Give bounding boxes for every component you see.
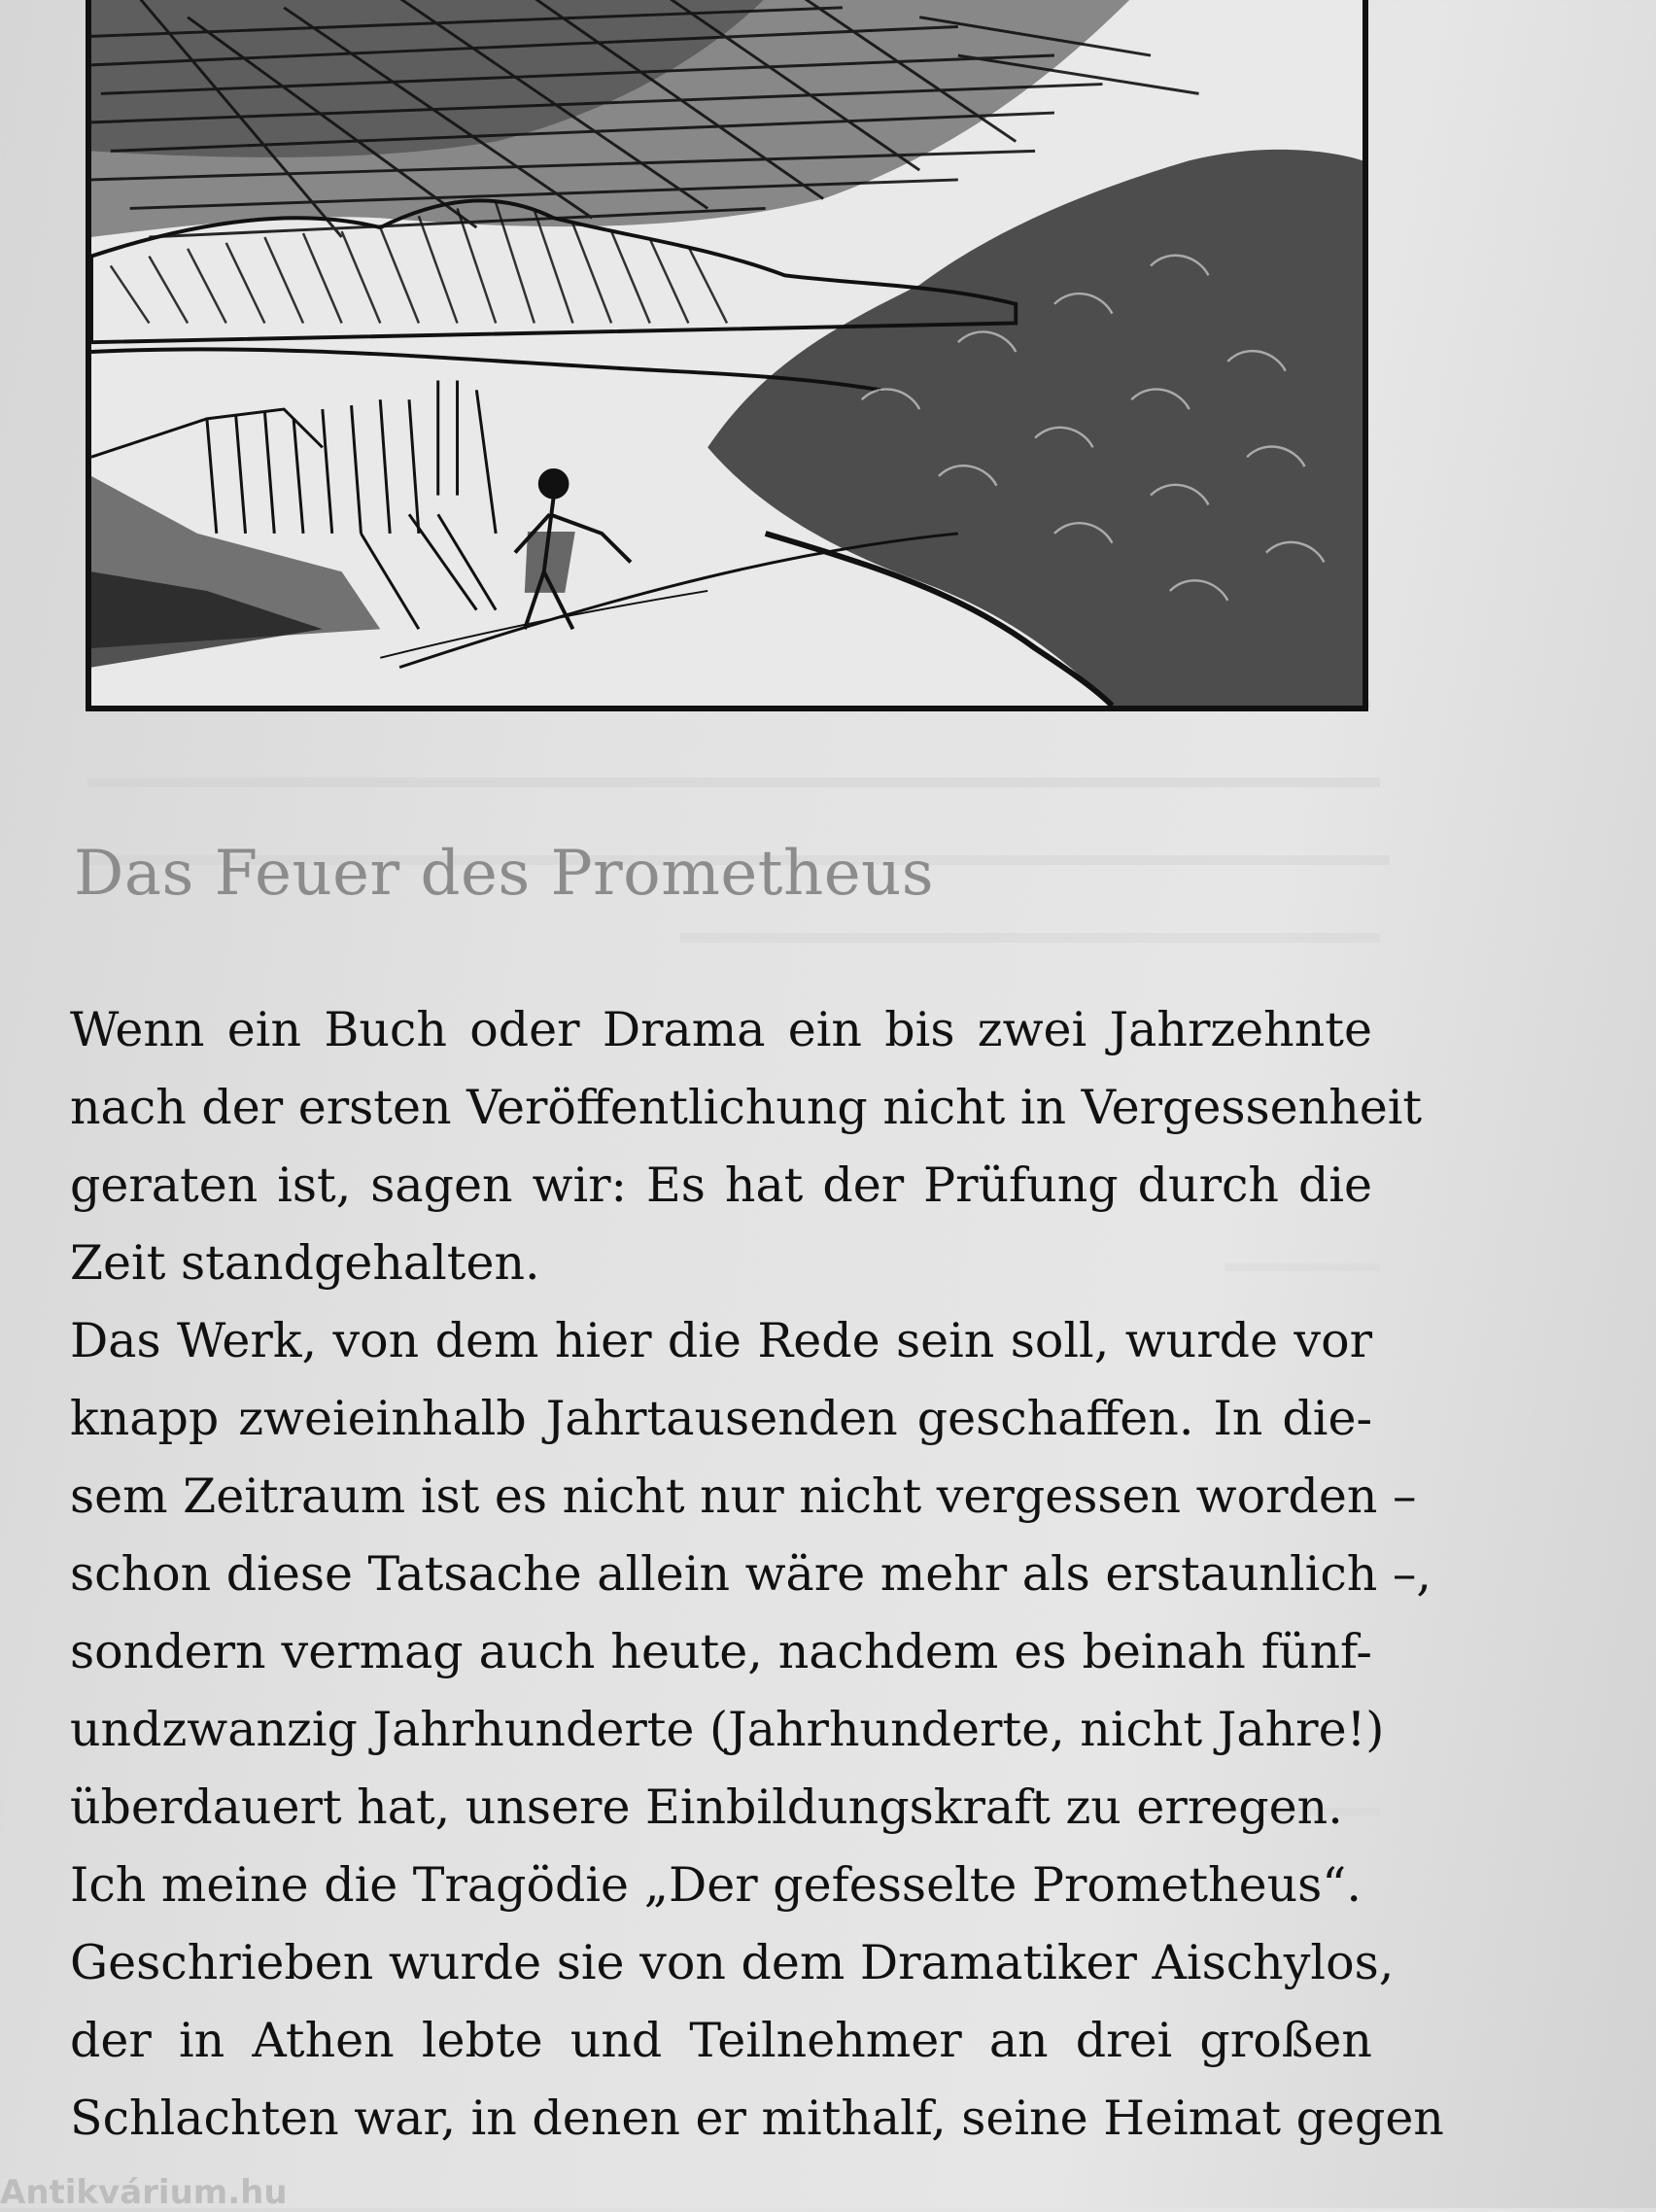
text-line: knapp zweieinhalb Jahrtausenden geschaffen. In die- xyxy=(70,1391,1372,1446)
text-line: der in Athen lebte und Teilnehmer an drei großen xyxy=(70,2013,1372,2068)
woodcut-landscape-image xyxy=(91,0,1363,706)
text-line: Geschrieben wurde sie von dem Dramatiker Aischylos, xyxy=(70,1935,1395,1990)
paragraph xyxy=(70,1847,1372,1924)
text-line: überdauert hat, unsere Einbildungskraft zu erregen. xyxy=(70,1780,1343,1835)
text-line: Das Werk, von dem hier die Rede sein soll, wurde vor xyxy=(70,1313,1372,1368)
text-line: Ich meine die Tragödie „Der gefesselte Prometheus“. xyxy=(70,1857,1362,1913)
prometheus-illustration xyxy=(86,0,1368,711)
text-line: Wenn ein Buch oder Drama ein bis zwei Jahrzehnte xyxy=(70,1002,1372,1057)
text-line: schon diese Tatsache allein wäre mehr als erstaunlich –, xyxy=(70,1546,1432,1602)
body-text xyxy=(70,991,1444,2158)
paragraph xyxy=(70,991,1423,1302)
text-line: nach der ersten Veröffentlichung nicht in Vergessenheit xyxy=(70,1080,1423,1135)
text-line: Schlachten war, in denen er mithalf, seine Heimat gegen xyxy=(70,2091,1444,2146)
watermark: Antikvárium.hu xyxy=(0,2173,288,2212)
text-line: sondern vermag auch heute, nachdem es beinah fünf- xyxy=(70,1624,1372,1679)
text-line: Zeit standgehalten. xyxy=(70,1235,540,1291)
text-line: sem Zeitraum ist es nicht nur nicht vergessen worden – xyxy=(70,1469,1417,1524)
chapter-title: Das Feuer des Prometheus xyxy=(74,838,935,910)
text-line: undzwanzig Jahrhunderte (Jahrhunderte, nicht Jahre!) xyxy=(70,1702,1385,1757)
paragraph xyxy=(70,1302,1432,1847)
paragraph xyxy=(70,1924,1444,2158)
text-line: geraten ist, sagen wir: Es hat der Prüfung durch die xyxy=(70,1158,1372,1213)
